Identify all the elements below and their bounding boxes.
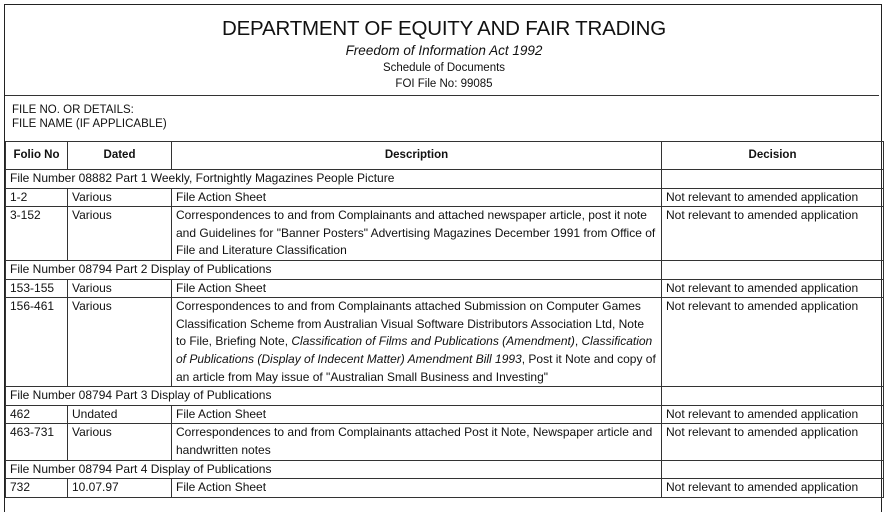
- section-decision-cell: [662, 170, 884, 189]
- description-cell: [172, 298, 662, 387]
- dated-cell: 10.07.97: [68, 479, 172, 498]
- folio-cell: 153-155: [6, 279, 68, 298]
- dated-cell: Various: [68, 298, 172, 387]
- decision-cell: Not relevant to amended application: [662, 188, 884, 207]
- folio-cell: 1-2: [6, 188, 68, 207]
- folio-cell: 462: [6, 405, 68, 424]
- decision-cell: Not relevant to amended application: [662, 479, 884, 498]
- dated-cell: Various: [68, 279, 172, 298]
- section-row: [6, 387, 884, 406]
- folio-cell: 3-152: [6, 207, 68, 261]
- dated-cell: Various: [68, 424, 172, 460]
- table-header-row: [6, 142, 884, 170]
- table-row: [6, 405, 884, 424]
- section-title: File Number 08794 Part 4 Display of Publications: [6, 460, 662, 479]
- folio-cell: 732: [6, 479, 68, 498]
- file-details: [12, 103, 167, 131]
- description-text: Correspondences to and from Complainants attached Submission on Computer Games Classification Scheme from Australian Visual Software Distributors Association Ltd, Note to File, Briefing Note,: [176, 299, 644, 349]
- section-decision-cell: [662, 460, 884, 479]
- file-details-line2: FILE NAME (IF APPLICABLE): [12, 118, 167, 130]
- table-row: [6, 279, 884, 298]
- foi-file-number: FOI File No: 99085: [395, 78, 493, 90]
- section-decision-cell: [662, 387, 884, 406]
- section-row: [6, 260, 884, 279]
- decision-cell: Not relevant to amended application: [662, 279, 884, 298]
- dated-cell: Undated: [68, 405, 172, 424]
- decision-cell: Not relevant to amended application: [662, 405, 884, 424]
- description-italic-title: Classification of Publications (Display of Indecent Matter) Amendment Bill 1993: [176, 334, 653, 366]
- column-header-description: Description: [172, 142, 662, 170]
- dated-cell: Various: [68, 207, 172, 261]
- schedule-table: [5, 141, 884, 498]
- schedule-title: Schedule of Documents: [382, 62, 506, 74]
- column-header-folio: Folio No: [6, 142, 68, 170]
- decision-cell: Not relevant to amended application: [662, 207, 884, 261]
- section-title: File Number 08882 Part 1 Weekly, Fortnightly Magazines People Picture: [6, 170, 662, 189]
- section-title: File Number 08794 Part 2 Display of Publications: [6, 260, 662, 279]
- column-header-dated: Dated: [68, 142, 172, 170]
- decision-cell: Not relevant to amended application: [662, 424, 884, 460]
- department-title: DEPARTMENT OF EQUITY AND FAIR TRADING: [221, 17, 667, 40]
- table-row: [6, 479, 884, 498]
- description-cell: File Action Sheet: [172, 279, 662, 298]
- description-cell: File Action Sheet: [172, 479, 662, 498]
- section-row: [6, 170, 884, 189]
- table-row: [6, 424, 884, 460]
- document-page: [4, 4, 882, 512]
- table-row: [6, 207, 884, 261]
- table-row: [6, 298, 884, 387]
- section-row: [6, 460, 884, 479]
- act-title: Freedom of Information Act 1992: [345, 43, 543, 58]
- description-cell: File Action Sheet: [172, 405, 662, 424]
- description-cell: Correspondences to and from Complainants attached Post it Note, Newspaper article and handwritten notes: [172, 424, 662, 460]
- description-text: ,: [574, 334, 582, 349]
- table-row: [6, 188, 884, 207]
- section-title: File Number 08794 Part 3 Display of Publications: [6, 387, 662, 406]
- dated-cell: Various: [68, 188, 172, 207]
- description-cell: File Action Sheet: [172, 188, 662, 207]
- header-divider: [5, 95, 879, 96]
- column-header-decision: Decision: [662, 142, 884, 170]
- description-cell: Correspondences to and from Complainants and attached newspaper article, post it note and Guidelines for "Banner Posters" Advertising Magazines December 1991 from Office of File and Literature Classification: [172, 207, 662, 261]
- decision-cell: Not relevant to amended application: [662, 298, 884, 387]
- description-text: , Post it Note and copy of an article from May issue of "Australian Small Business and Investing": [176, 351, 656, 384]
- folio-cell: 463-731: [6, 424, 68, 460]
- section-decision-cell: [662, 260, 884, 279]
- description-italic-title: Classification of Films and Publications (Amendment): [291, 334, 575, 349]
- file-details-line1: FILE NO. OR DETAILS:: [12, 104, 134, 116]
- folio-cell: 156-461: [6, 298, 68, 387]
